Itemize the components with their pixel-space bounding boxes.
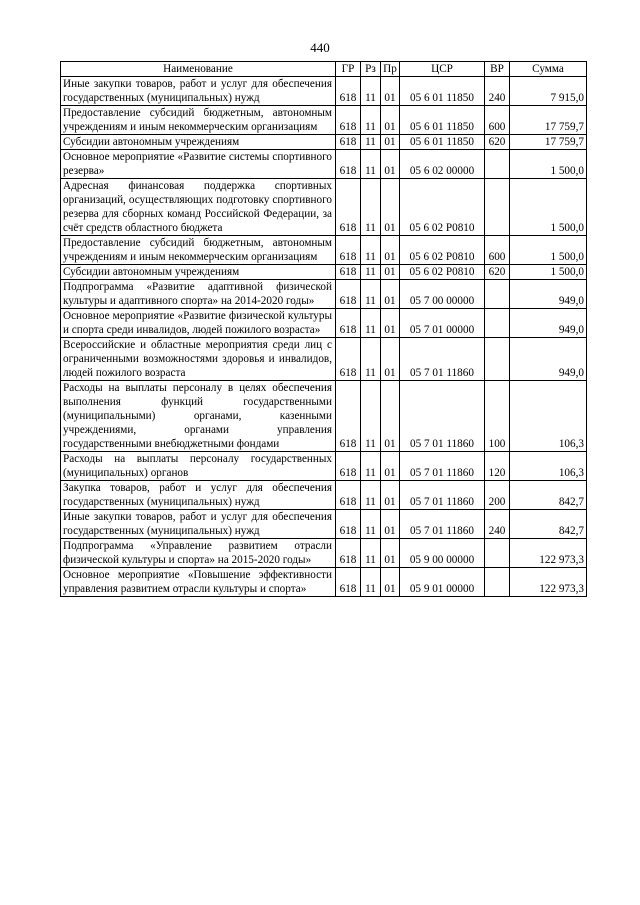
cell-sum: 949,0 [510, 338, 587, 381]
cell-gr: 618 [336, 265, 361, 280]
cell-pr: 01 [381, 265, 400, 280]
cell-csr: 05 6 02 P0810 [400, 265, 485, 280]
cell-csr: 05 7 01 11860 [400, 452, 485, 481]
cell-sum: 122 973,3 [510, 539, 587, 568]
cell-pr: 01 [381, 236, 400, 265]
cell-name: Основное мероприятие «Повышение эффективности управления развитием отрасли культуры и спорта» [61, 568, 336, 597]
cell-vr: 620 [485, 265, 510, 280]
cell-gr: 618 [336, 510, 361, 539]
cell-gr: 618 [336, 77, 361, 106]
cell-gr: 618 [336, 280, 361, 309]
cell-gr: 618 [336, 381, 361, 452]
cell-sum: 17 759,7 [510, 135, 587, 150]
cell-rz: 11 [361, 150, 381, 179]
table-row [61, 135, 587, 150]
cell-vr: 240 [485, 77, 510, 106]
cell-sum: 842,7 [510, 481, 587, 510]
cell-rz: 11 [361, 135, 381, 150]
table-row [61, 236, 587, 265]
cell-gr: 618 [336, 539, 361, 568]
cell-name: Предоставление субсидий бюджетным, автономным учреждениям и иным некоммерческим организациям [61, 106, 336, 135]
cell-name: Субсидии автономным учреждениям [61, 265, 336, 280]
cell-name: Всероссийские и областные мероприятия среди лиц с ограниченными возможностями здоровья и инвалидов, людей пожилого возраста [61, 338, 336, 381]
cell-vr: 600 [485, 236, 510, 265]
cell-sum: 1 500,0 [510, 236, 587, 265]
cell-name: Подпрограмма «Управление развитием отрасли физической культуры и спорта» на 2015-2020 годы» [61, 539, 336, 568]
table-row [61, 452, 587, 481]
cell-rz: 11 [361, 452, 381, 481]
cell-pr: 01 [381, 481, 400, 510]
cell-name: Подпрограмма «Развитие адаптивной физической культуры и адаптивного спорта» на 2014-2020 годы» [61, 280, 336, 309]
cell-vr [485, 568, 510, 597]
cell-rz: 11 [361, 280, 381, 309]
cell-rz: 11 [361, 510, 381, 539]
table-row [61, 338, 587, 381]
cell-name: Адресная финансовая поддержка спортивных организаций, осуществляющих подготовку спортивного резерва для сборных команд Российской Федерации, за счёт средств областного бюджета [61, 179, 336, 236]
cell-sum: 7 915,0 [510, 77, 587, 106]
table-row [61, 265, 587, 280]
cell-gr: 618 [336, 135, 361, 150]
cell-gr: 618 [336, 481, 361, 510]
cell-rz: 11 [361, 179, 381, 236]
cell-csr: 05 6 02 P0810 [400, 179, 485, 236]
cell-gr: 618 [336, 236, 361, 265]
cell-rz: 11 [361, 481, 381, 510]
column-header-pr: Пр [381, 62, 400, 77]
cell-rz: 11 [361, 539, 381, 568]
table-row [61, 309, 587, 338]
header-row [61, 62, 587, 77]
cell-gr: 618 [336, 179, 361, 236]
cell-gr: 618 [336, 150, 361, 179]
column-header-vr: ВР [485, 62, 510, 77]
cell-vr [485, 179, 510, 236]
table-row [61, 150, 587, 179]
cell-vr: 600 [485, 106, 510, 135]
cell-csr: 05 6 01 11850 [400, 135, 485, 150]
cell-name: Иные закупки товаров, работ и услуг для обеспечения государственных (муниципальных) нужд [61, 77, 336, 106]
cell-sum: 17 759,7 [510, 106, 587, 135]
cell-vr [485, 309, 510, 338]
table-body [61, 77, 587, 597]
cell-vr [485, 338, 510, 381]
table-row [61, 381, 587, 452]
budget-table [60, 61, 587, 597]
cell-name: Субсидии автономным учреждениям [61, 135, 336, 150]
cell-csr: 05 9 00 00000 [400, 539, 485, 568]
cell-pr: 01 [381, 381, 400, 452]
cell-name: Закупка товаров, работ и услуг для обеспечения государственных (муниципальных) нужд [61, 481, 336, 510]
cell-csr: 05 7 01 11860 [400, 338, 485, 381]
cell-rz: 11 [361, 265, 381, 280]
cell-csr: 05 7 01 11860 [400, 381, 485, 452]
cell-sum: 106,3 [510, 452, 587, 481]
column-header-csr: ЦСР [400, 62, 485, 77]
cell-sum: 1 500,0 [510, 265, 587, 280]
cell-pr: 01 [381, 179, 400, 236]
cell-rz: 11 [361, 568, 381, 597]
cell-vr [485, 539, 510, 568]
column-header-gr: ГР [336, 62, 361, 77]
cell-csr: 05 6 01 11850 [400, 106, 485, 135]
cell-name: Основное мероприятие «Развитие физической культуры и спорта среди инвалидов, людей пожилого возраста» [61, 309, 336, 338]
cell-csr: 05 6 01 11850 [400, 77, 485, 106]
cell-sum: 949,0 [510, 280, 587, 309]
cell-pr: 01 [381, 309, 400, 338]
cell-name: Иные закупки товаров, работ и услуг для обеспечения государственных (муниципальных) нужд [61, 510, 336, 539]
cell-pr: 01 [381, 106, 400, 135]
cell-pr: 01 [381, 150, 400, 179]
table-row [61, 481, 587, 510]
column-header-rz: Рз [361, 62, 381, 77]
cell-vr [485, 280, 510, 309]
table-row [61, 539, 587, 568]
cell-name: Предоставление субсидий бюджетным, автономным учреждениям и иным некоммерческим организациям [61, 236, 336, 265]
cell-gr: 618 [336, 568, 361, 597]
cell-csr: 05 7 01 11860 [400, 510, 485, 539]
table-row [61, 179, 587, 236]
cell-name: Расходы на выплаты персоналу государственных (муниципальных) органов [61, 452, 336, 481]
cell-gr: 618 [336, 309, 361, 338]
cell-gr: 618 [336, 452, 361, 481]
table-row [61, 568, 587, 597]
cell-rz: 11 [361, 338, 381, 381]
cell-sum: 1 500,0 [510, 179, 587, 236]
cell-vr: 100 [485, 381, 510, 452]
cell-sum: 949,0 [510, 309, 587, 338]
cell-pr: 01 [381, 539, 400, 568]
cell-sum: 122 973,3 [510, 568, 587, 597]
cell-pr: 01 [381, 77, 400, 106]
cell-sum: 842,7 [510, 510, 587, 539]
cell-vr [485, 150, 510, 179]
column-header-sum: Сумма [510, 62, 587, 77]
page-number: 440 [310, 40, 330, 55]
table-row [61, 510, 587, 539]
cell-rz: 11 [361, 381, 381, 452]
cell-rz: 11 [361, 106, 381, 135]
cell-vr: 620 [485, 135, 510, 150]
cell-gr: 618 [336, 106, 361, 135]
cell-csr: 05 9 01 00000 [400, 568, 485, 597]
table-row [61, 280, 587, 309]
cell-csr: 05 6 02 P0810 [400, 236, 485, 265]
cell-rz: 11 [361, 309, 381, 338]
cell-gr: 618 [336, 338, 361, 381]
cell-sum: 1 500,0 [510, 150, 587, 179]
cell-pr: 01 [381, 280, 400, 309]
cell-pr: 01 [381, 568, 400, 597]
cell-vr: 240 [485, 510, 510, 539]
table-row [61, 106, 587, 135]
column-header-name: Наименование [61, 62, 336, 77]
cell-vr: 200 [485, 481, 510, 510]
cell-vr: 120 [485, 452, 510, 481]
cell-csr: 05 6 02 00000 [400, 150, 485, 179]
cell-pr: 01 [381, 135, 400, 150]
cell-csr: 05 7 01 11860 [400, 481, 485, 510]
cell-sum: 106,3 [510, 381, 587, 452]
cell-pr: 01 [381, 452, 400, 481]
cell-csr: 05 7 01 00000 [400, 309, 485, 338]
table-row [61, 77, 587, 106]
cell-csr: 05 7 00 00000 [400, 280, 485, 309]
cell-rz: 11 [361, 236, 381, 265]
cell-name: Расходы на выплаты персоналу в целях обеспечения выполнения функций государственными (муниципальными) органами, казенными учреждениями, органами управления государственными внебюджетными фондами [61, 381, 336, 452]
cell-rz: 11 [361, 77, 381, 106]
cell-name: Основное мероприятие «Развитие системы спортивного резерва» [61, 150, 336, 179]
cell-pr: 01 [381, 510, 400, 539]
cell-pr: 01 [381, 338, 400, 381]
table-header [61, 62, 587, 77]
